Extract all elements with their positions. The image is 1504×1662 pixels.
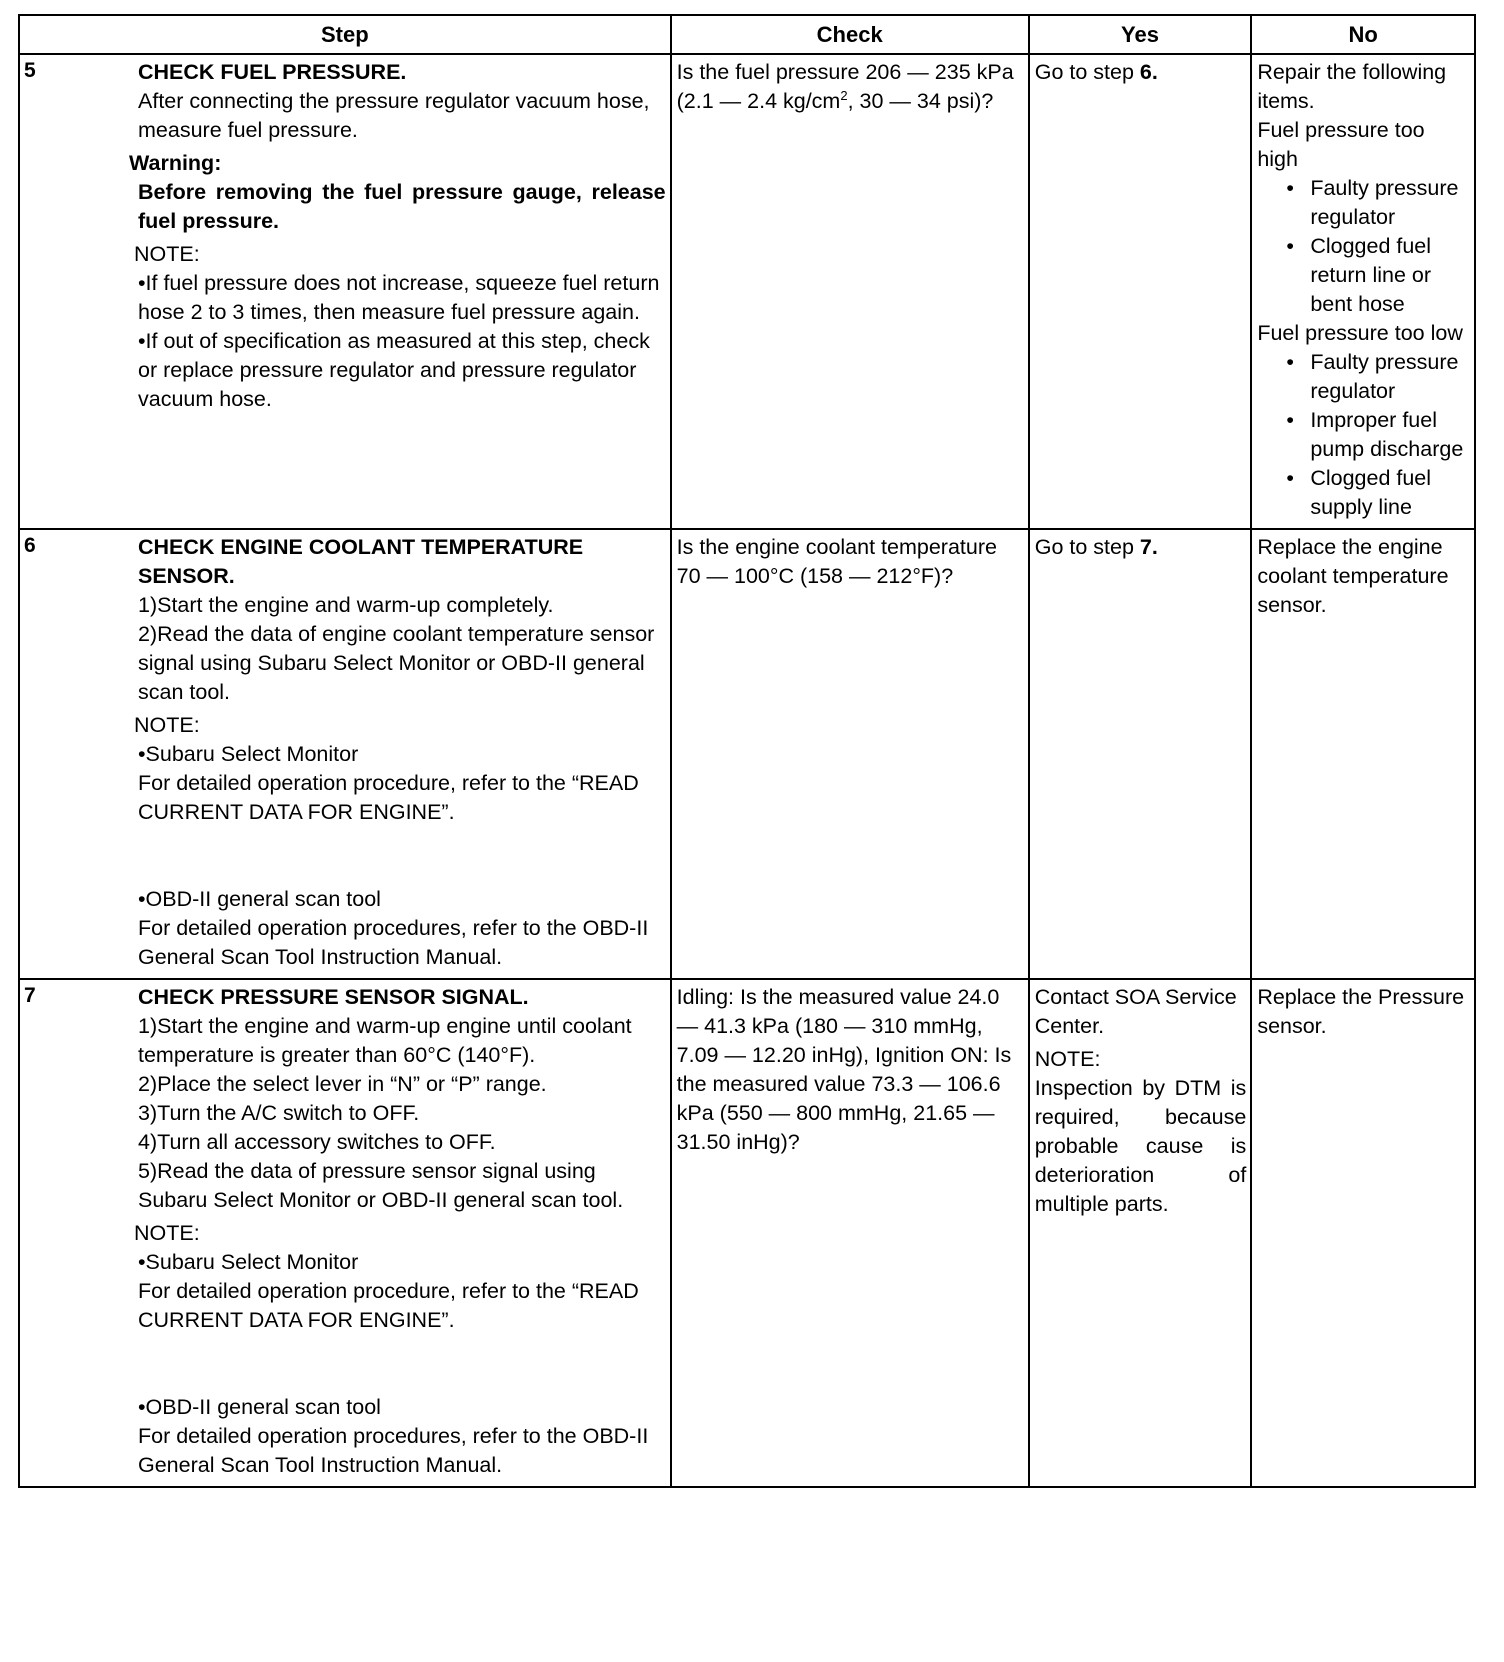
yes-step-ref: 6. xyxy=(1139,60,1158,84)
note-item: •Subaru Select Monitor xyxy=(138,1250,359,1274)
list-item: • Faulty pressure regulator xyxy=(1286,174,1470,232)
yes-text-part: Go to step xyxy=(1034,535,1140,559)
note-text: For detailed operation procedure, refer to the “READ CURRENT DATA FOR ENGINE”. xyxy=(138,771,639,824)
yes-text xyxy=(1030,980,1251,1225)
no-high-label: Fuel pressure too high xyxy=(1257,118,1425,171)
table-header-row xyxy=(19,15,1475,54)
no-text: Replace the engine coolant temperature sensor. xyxy=(1257,535,1449,617)
note-item: •Subaru Select Monitor xyxy=(138,742,359,766)
spacer xyxy=(138,1335,666,1393)
yes-step-ref: 7. xyxy=(1139,535,1158,559)
no-cell xyxy=(1251,529,1475,979)
check-text xyxy=(672,55,1028,122)
diagnostic-table xyxy=(18,14,1476,1488)
no-cell xyxy=(1251,979,1475,1487)
no-text: Replace the Pressure sensor. xyxy=(1257,985,1465,1038)
list-item: • Improper fuel pump discharge xyxy=(1286,406,1470,464)
yes-text-part: Contact SOA Service Center. xyxy=(1034,985,1237,1038)
note-item: •If out of specification as measured at this step, check or replace pressure regulator and pressure regulator vacuum hose. xyxy=(138,329,650,411)
step-body xyxy=(134,530,670,978)
yes-cell xyxy=(1029,979,1252,1487)
step-instruction: 2)Place the select lever in “N” or “P” range. xyxy=(138,1072,547,1096)
note-text: For detailed operation procedures, refer to the OBD-II General Scan Tool Instruction Manual. xyxy=(138,916,649,969)
yes-text xyxy=(1030,530,1251,568)
yes-text-part: Go to step xyxy=(1034,60,1140,84)
spacer xyxy=(138,827,666,885)
no-cell xyxy=(1251,54,1475,529)
yes-cell xyxy=(1029,54,1252,529)
check-cell xyxy=(671,979,1029,1487)
yes-cell xyxy=(1029,529,1252,979)
header-no: No xyxy=(1251,15,1475,54)
check-text: Is the engine coolant temperature 70 — 100°C (158 — 212°F)? xyxy=(676,535,997,588)
step-body xyxy=(134,980,670,1486)
note-item: •OBD-II general scan tool xyxy=(138,887,381,911)
note-text: For detailed operation procedure, refer to the “READ CURRENT DATA FOR ENGINE”. xyxy=(138,1279,639,1332)
list-item: • Clogged fuel return line or bent hose xyxy=(1286,232,1470,319)
table-row xyxy=(19,529,1475,979)
check-cell xyxy=(671,54,1029,529)
step-body xyxy=(129,55,670,420)
list-item: • Faulty pressure regulator xyxy=(1286,348,1470,406)
no-text xyxy=(1252,55,1474,528)
header-yes: Yes xyxy=(1029,15,1252,54)
step-title: CHECK ENGINE COOLANT TEMPERATURE SENSOR. xyxy=(138,535,584,588)
note-label: NOTE: xyxy=(134,713,200,737)
header-check: Check xyxy=(671,15,1029,54)
step-instruction: 1)Start the engine and warm-up completely. xyxy=(138,593,554,617)
no-high-list xyxy=(1257,174,1470,319)
step-instruction: 3)Turn the A/C switch to OFF. xyxy=(138,1101,420,1125)
note-text: Inspection by DTM is required, because probable cause is deterioration of multiple parts. xyxy=(1034,1076,1247,1216)
step-instruction: 5)Read the data of pressure sensor signal using Subaru Select Monitor or OBD-II general scan tool. xyxy=(138,1159,624,1212)
superscript: 2 xyxy=(840,87,848,103)
yes-text xyxy=(1030,55,1251,93)
no-intro: Repair the following items. xyxy=(1257,60,1447,113)
step-cell xyxy=(19,979,671,1487)
note-item: •If fuel pressure does not increase, squeeze fuel return hose 2 to 3 times, then measure fuel pressure again. xyxy=(138,271,660,324)
step-instruction: 1)Start the engine and warm-up engine until coolant temperature is greater than 60°C (140°F). xyxy=(138,1014,632,1067)
step-instruction: After connecting the pressure regulator vacuum hose, measure fuel pressure. xyxy=(138,89,650,142)
step-title: CHECK FUEL PRESSURE. xyxy=(138,60,407,84)
header-step: Step xyxy=(19,15,671,54)
step-title: CHECK PRESSURE SENSOR SIGNAL. xyxy=(138,985,529,1009)
step-number: 6 xyxy=(24,534,36,557)
check-text-part: , 30 — 34 psi)? xyxy=(847,89,994,113)
check-text: Idling: Is the measured value 24.0 — 41.3 kPa (180 — 310 mmHg, 7.09 — 12.20 inHg), Ignition ON: Is the measured value 73.3 — 106.6 kPa (550 — 800 mmHg, 21.65 — 31.50 inHg)? xyxy=(676,985,1012,1154)
no-low-label: Fuel pressure too low xyxy=(1257,321,1463,345)
table-row xyxy=(19,54,1475,529)
note-label: NOTE: xyxy=(134,1221,200,1245)
note-label: NOTE: xyxy=(1034,1047,1101,1071)
step-cell xyxy=(19,529,671,979)
no-low-list xyxy=(1257,348,1470,522)
step-instruction: 2)Read the data of engine coolant temperature sensor signal using Subaru Select Monitor or OBD-II general scan tool. xyxy=(138,622,655,704)
step-number: 5 xyxy=(24,59,36,82)
table-row xyxy=(19,979,1475,1487)
check-cell xyxy=(671,529,1029,979)
note-label: NOTE: xyxy=(134,242,200,266)
warning-label: Warning: xyxy=(129,151,222,175)
step-cell xyxy=(19,54,671,529)
check-text-part: Is the fuel pressure 206 — 235 kPa (2.1 — 2.4 kg/cm xyxy=(676,60,1014,113)
step-number: 7 xyxy=(24,984,36,1007)
list-item: • Clogged fuel supply line xyxy=(1286,464,1470,522)
note-text: For detailed operation procedures, refer to the OBD-II General Scan Tool Instruction Manual. xyxy=(138,1424,649,1477)
note-item: •OBD-II general scan tool xyxy=(138,1395,381,1419)
step-instruction: 4)Turn all accessory switches to OFF. xyxy=(138,1130,496,1154)
warning-text: Before removing the fuel pressure gauge, release fuel pressure. xyxy=(138,180,666,233)
